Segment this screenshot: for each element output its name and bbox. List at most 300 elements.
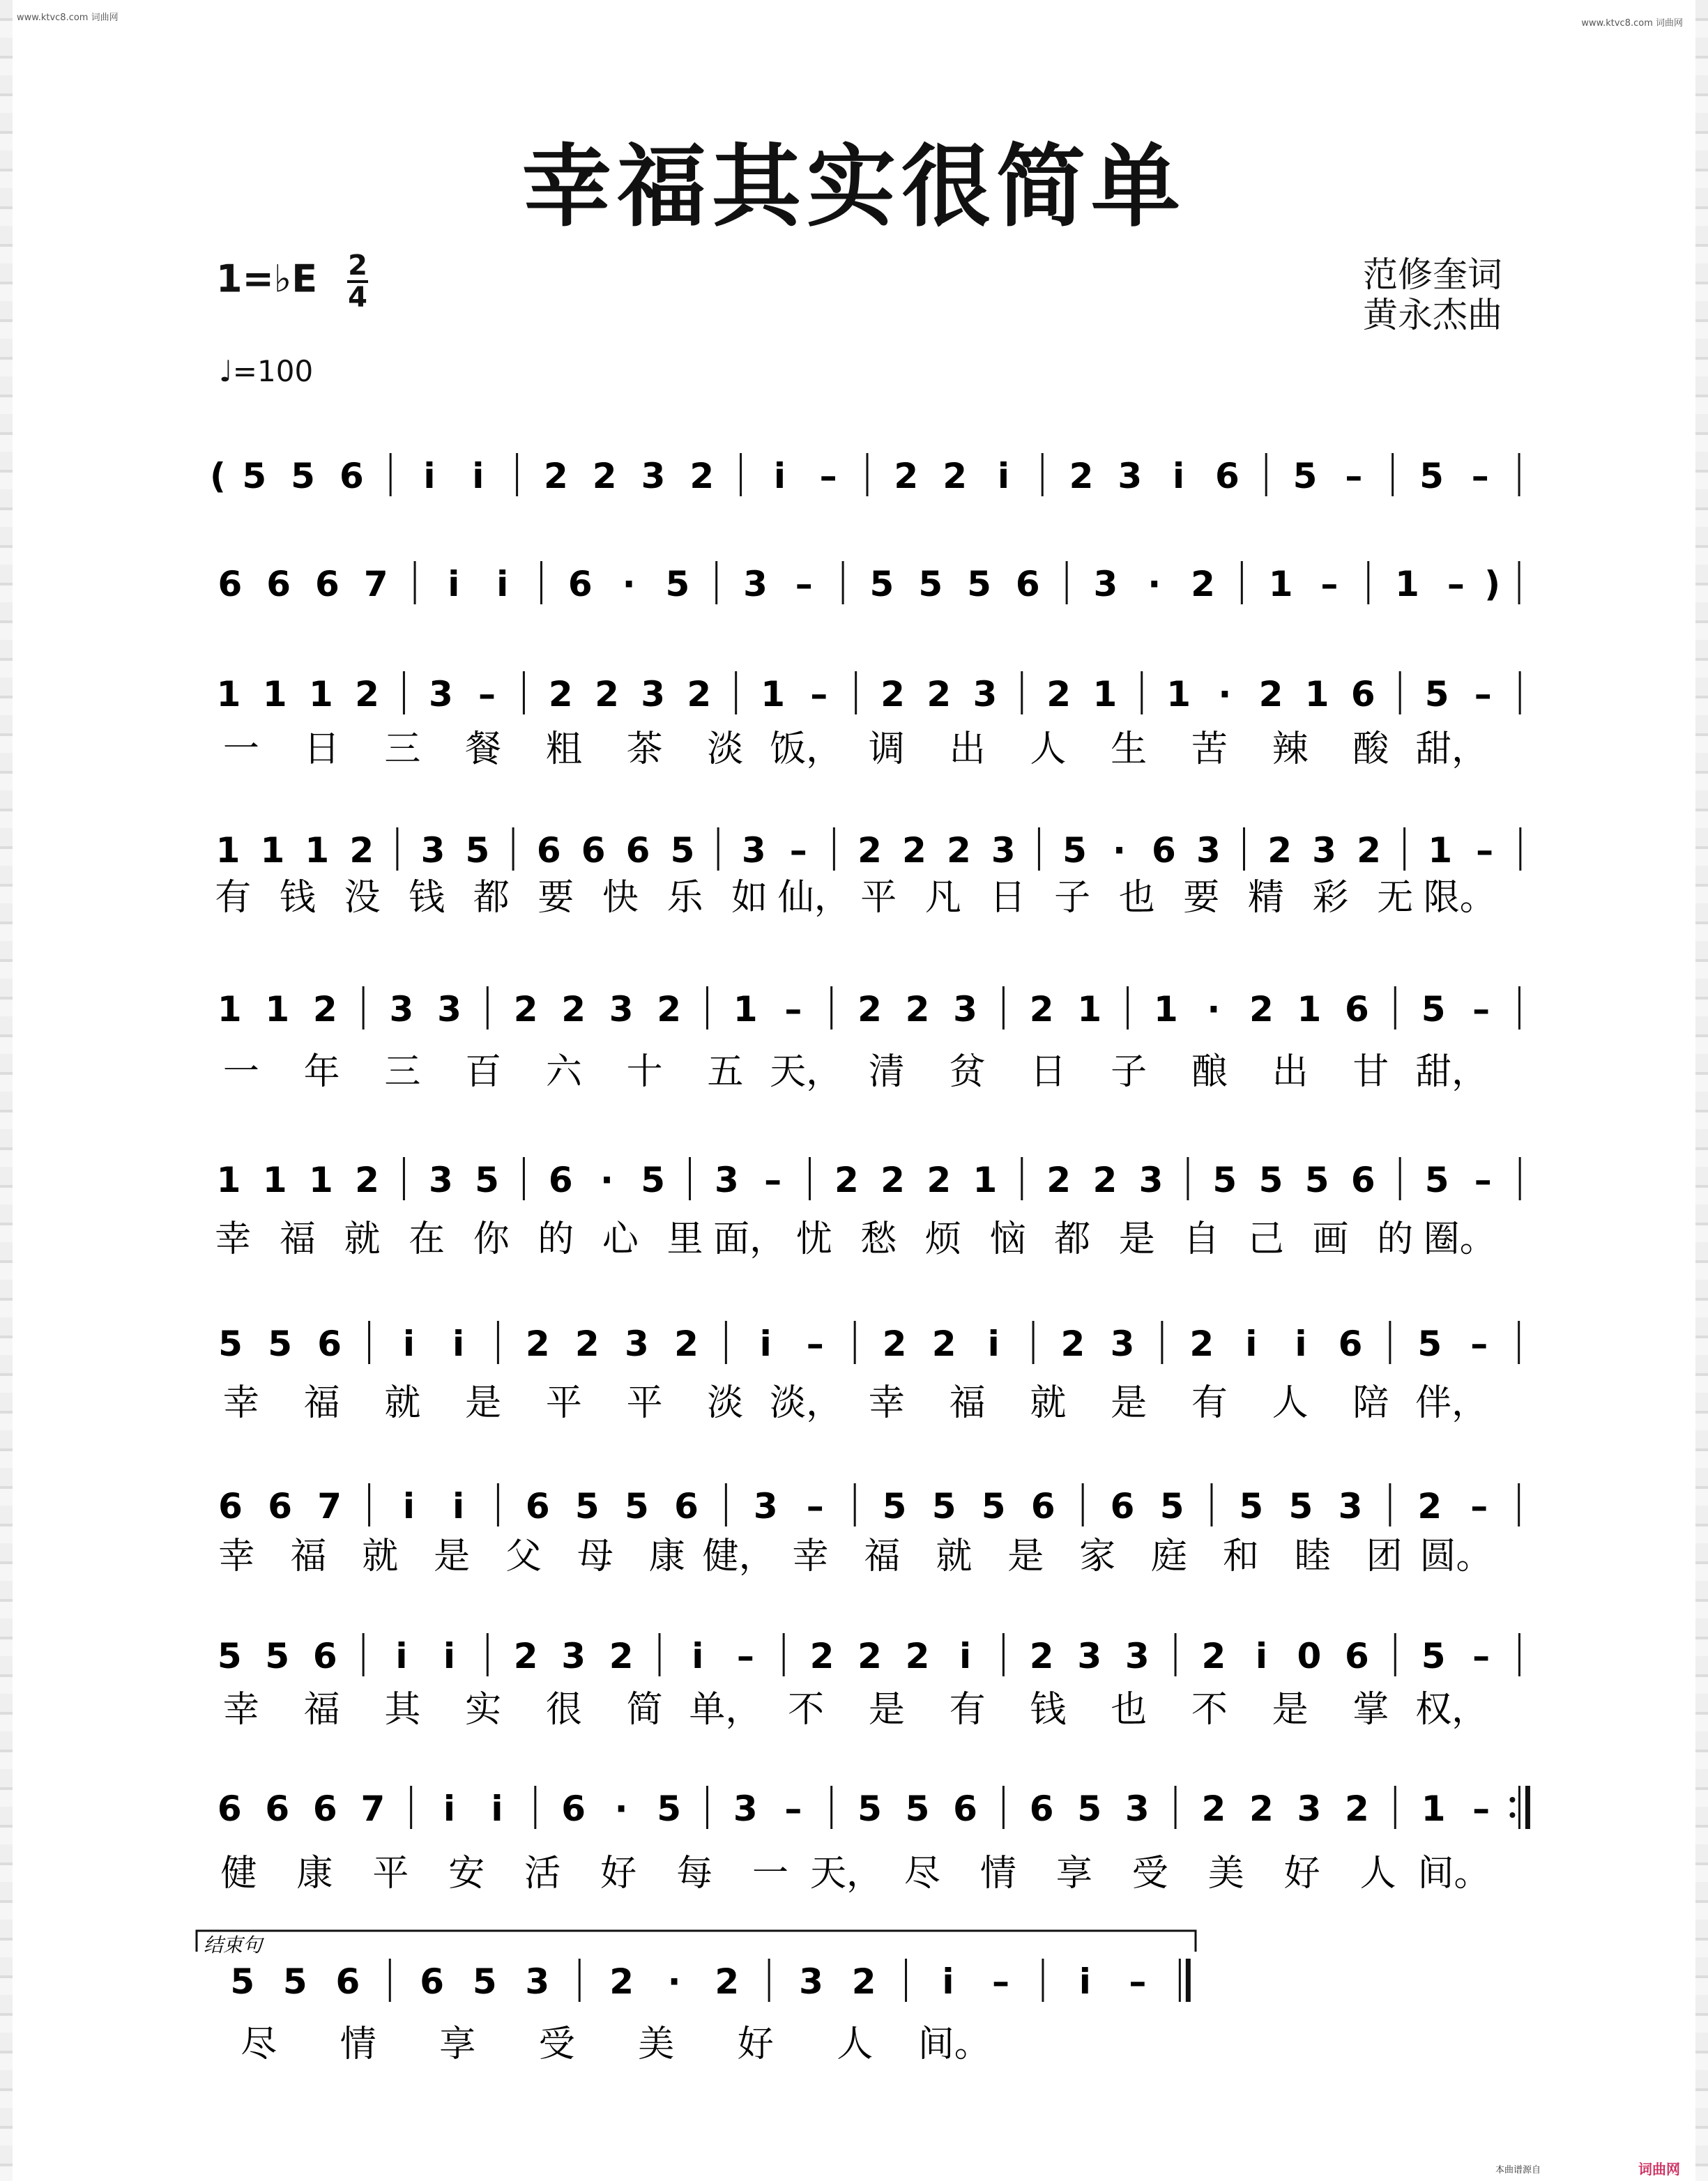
note: 1	[216, 1160, 241, 1200]
note: 6	[265, 1789, 290, 1829]
note: 6	[339, 456, 364, 496]
note: i	[443, 1636, 456, 1676]
note: 2	[312, 989, 337, 1030]
note: 2	[882, 1324, 907, 1364]
note: i	[959, 1636, 972, 1676]
note: 2	[943, 456, 968, 496]
note: 6	[1345, 1636, 1369, 1676]
lyric-char: 不	[1191, 1689, 1228, 1731]
lyric-char: 有	[215, 877, 252, 919]
lyric-char: 年	[303, 1051, 340, 1093]
lyric-char: 辣	[1272, 728, 1309, 770]
note: 6	[217, 1789, 242, 1829]
note: 5	[1212, 1160, 1237, 1200]
note: 1	[305, 830, 330, 871]
note: 3	[733, 1789, 758, 1829]
lyric-char: 如	[731, 877, 768, 919]
note: 3	[1118, 456, 1143, 496]
note: –	[784, 989, 802, 1030]
composer-credit: 黄永杰曲	[1363, 295, 1502, 335]
lyric-char: 调	[868, 728, 905, 770]
lyric-char: 人	[1359, 1853, 1396, 1895]
note: –	[789, 830, 807, 871]
note: 5	[1424, 674, 1449, 714]
note: 3	[799, 1961, 823, 2002]
note: 2	[905, 989, 930, 1030]
lyric-char: 苦	[1191, 728, 1228, 770]
lyric-char: 你	[473, 1218, 510, 1260]
lyric-char: 情	[340, 2023, 376, 2065]
note: 1	[262, 674, 287, 714]
note: 2	[880, 1160, 905, 1200]
lyric-char: 乐	[666, 877, 703, 919]
note: 6	[312, 1636, 337, 1676]
note: 2	[544, 456, 568, 496]
lyric-char: 是	[465, 1382, 502, 1424]
note: 2	[902, 830, 927, 871]
lyricist-credit: 范修奎词	[1363, 254, 1502, 295]
ending-label: 结束句	[204, 1934, 263, 1957]
lyric-char: 福	[303, 1689, 340, 1731]
note: i	[423, 456, 436, 496]
lyric-char: 都	[473, 877, 510, 919]
note: 6	[625, 830, 650, 871]
lyric-char: 限。	[1423, 877, 1496, 919]
watermark-bottom-right: 本曲谱源自	[1495, 2165, 1541, 2175]
note: 2	[809, 1636, 834, 1676]
lyric-char: 间。	[1417, 1853, 1490, 1895]
note: 2	[1060, 1324, 1085, 1364]
note: 3	[641, 456, 666, 496]
note: 5	[218, 1324, 243, 1364]
note: 2	[1029, 1636, 1054, 1676]
lyric-char: 尽	[241, 2023, 277, 2065]
note: 5	[1258, 1160, 1283, 1200]
note: 5	[1304, 1160, 1329, 1200]
lyric-char: 幸	[218, 1536, 255, 1577]
note: 3	[437, 989, 462, 1030]
note: 2	[834, 1160, 859, 1200]
note: i	[1255, 1636, 1267, 1676]
note: 2	[1249, 1789, 1274, 1829]
note: 5	[1077, 1789, 1102, 1829]
lyric-char: 和	[1222, 1536, 1259, 1577]
note: 3	[641, 674, 666, 714]
note: 3	[625, 1324, 649, 1364]
note: 2	[609, 1636, 634, 1676]
lyric-char: 要	[1183, 877, 1220, 919]
lyric-char: 母	[577, 1536, 613, 1577]
note: –	[1129, 1961, 1147, 2002]
note: 2	[1189, 1324, 1214, 1364]
lyric-char: 日	[1030, 1051, 1067, 1093]
note: –	[1474, 674, 1492, 714]
lyric-char: 一	[222, 728, 259, 770]
note: 0	[1297, 1636, 1322, 1676]
note: ·	[1112, 830, 1126, 871]
note: 3	[1138, 1160, 1164, 1200]
note: 2	[905, 1636, 930, 1676]
note: –	[819, 456, 837, 496]
note: –	[736, 1636, 754, 1676]
note: i	[1173, 456, 1185, 496]
note: 5	[981, 1486, 1006, 1526]
lyric-char: 简	[626, 1689, 663, 1731]
lyric-char: 里	[666, 1218, 703, 1260]
lyric-char: 生	[1111, 728, 1147, 770]
note: 5	[217, 1636, 242, 1676]
lyric-char: 无	[1377, 877, 1414, 919]
note: 2	[1357, 830, 1381, 871]
lyric-char: 不	[788, 1689, 825, 1731]
note: i	[402, 1486, 415, 1526]
note: –	[810, 674, 828, 714]
repeat-dot	[1509, 1812, 1515, 1818]
note: 2	[927, 674, 952, 714]
note: 6	[1030, 1486, 1055, 1526]
lyric-char: 快	[602, 877, 639, 919]
lyric-char: 十	[626, 1051, 663, 1093]
note: 6	[525, 1486, 550, 1526]
lyric-char: 幸	[868, 1382, 905, 1424]
lyric-char: 情	[979, 1853, 1016, 1895]
lyric-char: 康	[296, 1853, 333, 1895]
lyric-char: 好	[737, 2023, 774, 2065]
note: 3	[420, 830, 445, 871]
note: –	[784, 1789, 802, 1829]
note: 3	[389, 989, 414, 1030]
note: 5	[1417, 1324, 1442, 1364]
lyric-char: 很	[545, 1689, 582, 1731]
note: 6	[1338, 1324, 1363, 1364]
lyric-char: 好	[600, 1853, 637, 1895]
note: 3	[428, 674, 453, 714]
lyric-char: 子	[1054, 877, 1091, 919]
note: 2	[851, 1961, 876, 2002]
lyric-char: 甘	[1352, 1051, 1389, 1093]
lyric-char: 幸	[222, 1382, 259, 1424]
note: 1	[216, 674, 241, 714]
note: –	[764, 1160, 782, 1200]
note: 6	[1345, 989, 1369, 1030]
lyric-char: 平	[372, 1853, 409, 1895]
note: 3	[953, 989, 977, 1030]
note: 1	[1428, 830, 1453, 871]
meter-bottom: 4	[348, 282, 367, 314]
note: 6	[1110, 1486, 1135, 1526]
note: 1	[260, 830, 285, 871]
lyric-char: 伴，	[1415, 1382, 1488, 1424]
lyric-char: 每	[676, 1853, 713, 1895]
lyric-char: 淡	[707, 1382, 744, 1424]
repeat-dot	[1509, 1797, 1515, 1803]
note: (	[210, 456, 226, 496]
lyric-char: 福	[290, 1536, 327, 1577]
lyric-char: 出	[1272, 1051, 1309, 1093]
note: –	[1476, 830, 1494, 871]
note: 2	[857, 830, 882, 871]
lyric-char: 安	[448, 1853, 485, 1895]
note: 2	[715, 1961, 740, 2002]
lyric-char: 是	[1007, 1536, 1044, 1577]
note: i	[402, 1324, 415, 1364]
note: –	[1471, 456, 1489, 496]
note: 5	[574, 1486, 600, 1526]
note: 3	[1110, 1324, 1135, 1364]
lyric-char: 彩	[1312, 877, 1349, 919]
note: i	[452, 1324, 465, 1364]
lyric-char: 自	[1183, 1218, 1220, 1260]
note: i	[773, 456, 786, 496]
lyric-char: 忧	[795, 1218, 832, 1260]
lyric-char: 福	[279, 1218, 316, 1260]
note: 2	[1201, 1636, 1226, 1676]
lyric-char: 就	[384, 1382, 421, 1424]
note: 3	[1196, 830, 1221, 871]
note: i	[491, 1789, 503, 1829]
note: 6	[312, 1789, 337, 1829]
note: 5	[665, 564, 690, 604]
lyric-char: 美	[638, 2023, 675, 2065]
note: 6	[581, 830, 606, 871]
lyric-char: 贫	[949, 1051, 986, 1093]
lyric-char: 平	[860, 877, 897, 919]
note: i	[987, 1324, 1000, 1364]
note: 3	[1297, 1789, 1322, 1829]
watermark-top-left: www.ktvc8.com 词曲网	[17, 13, 119, 23]
note: 3	[1124, 1636, 1150, 1676]
note: 2	[857, 989, 882, 1030]
note: 5	[242, 456, 267, 496]
note: 5	[905, 1789, 930, 1829]
note: 5	[1419, 456, 1444, 496]
lyric-char: 钱	[1030, 1689, 1067, 1731]
note: 5	[918, 564, 943, 604]
note: 2	[931, 1324, 956, 1364]
note: 5	[1421, 989, 1446, 1030]
tempo-marking: ♩=100	[219, 354, 314, 388]
note: 3	[715, 1160, 739, 1200]
note: 1	[1297, 989, 1322, 1030]
note: ·	[1147, 564, 1161, 604]
note: i	[1245, 1324, 1258, 1364]
note: 5	[882, 1486, 907, 1526]
note: 6	[218, 564, 243, 604]
lyric-char: 睦	[1294, 1536, 1331, 1577]
note: 6	[335, 1961, 360, 2002]
lyric-char: 钱	[409, 877, 445, 919]
note: 5	[230, 1961, 255, 2002]
lyric-char: 面，	[713, 1218, 786, 1260]
note: –	[806, 1486, 824, 1526]
note: 2	[1267, 830, 1293, 871]
key-label: 1=♭E	[216, 257, 318, 301]
lyric-char: 活	[524, 1853, 561, 1895]
note: 2	[880, 674, 905, 714]
note: 3	[1124, 1789, 1150, 1829]
note: 2	[1191, 564, 1215, 604]
note: 5	[472, 1961, 497, 2002]
note: 1	[1153, 989, 1178, 1030]
note: 5	[869, 564, 894, 604]
note: 1	[1268, 564, 1293, 604]
note: 3	[741, 830, 766, 871]
note: i	[448, 564, 460, 604]
lyric-char: 天，	[770, 1051, 843, 1093]
note: –	[478, 674, 496, 714]
note: i	[1078, 1961, 1091, 2002]
lyric-char: 好	[1283, 1853, 1320, 1895]
lyric-char: 甜，	[1415, 728, 1488, 770]
note: 5	[265, 1636, 290, 1676]
lyric-char: 一	[752, 1853, 789, 1895]
lyric-char: 间。	[917, 2023, 991, 2065]
note: 2	[349, 830, 374, 871]
lyric-char: 的	[537, 1218, 574, 1260]
note: 6	[1029, 1789, 1054, 1829]
lyric-char: 恼	[989, 1218, 1026, 1260]
lyric-char: 陪	[1352, 1382, 1389, 1424]
note: 5	[657, 1789, 682, 1829]
lyric-char: 福	[303, 1382, 340, 1424]
lyric-char: 美	[1207, 1853, 1244, 1895]
note: 6	[268, 1486, 293, 1526]
lyric-char: 餐	[465, 728, 502, 770]
note: 3	[561, 1636, 586, 1676]
note: 3	[1338, 1486, 1363, 1526]
note: 2	[1258, 674, 1283, 714]
ending-bracket	[197, 1931, 1196, 1952]
note: i	[1295, 1324, 1307, 1364]
note: 5	[1239, 1486, 1264, 1526]
note: 5	[291, 456, 315, 496]
note: 6	[1350, 674, 1375, 714]
note: 3	[525, 1961, 550, 2002]
lyric-char: 庭	[1150, 1536, 1188, 1577]
note: 6	[1214, 456, 1240, 496]
lyric-char: 要	[537, 877, 574, 919]
lyric-char: 淡，	[770, 1382, 843, 1424]
brand-logo-bottom: 词曲网	[1638, 2161, 1680, 2178]
lyric-char: 是	[868, 1689, 905, 1731]
note: 6	[315, 564, 340, 604]
note: –	[992, 1961, 1010, 2002]
note: 2	[689, 456, 715, 496]
note: 6	[218, 1486, 243, 1526]
lyric-char: 权，	[1415, 1689, 1488, 1731]
lyric-char: 一	[222, 1051, 259, 1093]
note: ·	[667, 1961, 681, 2002]
watermark-top-right: www.ktvc8.com 词曲网	[1581, 18, 1683, 29]
lyric-char: 就	[1030, 1382, 1067, 1424]
note: 2	[1029, 989, 1054, 1030]
lyric-char: 团	[1366, 1536, 1403, 1577]
lyric-char: 画	[1312, 1218, 1349, 1260]
note: –	[1472, 989, 1490, 1030]
lyric-char: 幸	[215, 1218, 252, 1260]
note: 6	[953, 1789, 977, 1829]
lyric-char: 幸	[222, 1689, 259, 1731]
note: 6	[1350, 1160, 1375, 1200]
lyric-char: 享	[439, 2023, 476, 2065]
note: 1	[1421, 1789, 1446, 1829]
lyric-char: 清	[868, 1051, 905, 1093]
note: i	[452, 1486, 465, 1526]
note: 1	[1395, 564, 1419, 604]
lyric-char: 福	[949, 1382, 986, 1424]
note: 5	[1159, 1486, 1184, 1526]
note: 5	[857, 1789, 882, 1829]
note: –	[1447, 564, 1465, 604]
lyric-char: 己	[1247, 1218, 1284, 1260]
lyric-char: 凡	[924, 877, 961, 919]
lyric-char: 心	[602, 1218, 639, 1260]
lyric-char: 康	[648, 1536, 685, 1577]
lyric-char: 是	[1118, 1218, 1155, 1260]
note: 5	[670, 830, 695, 871]
note: 2	[1417, 1486, 1442, 1526]
lyric-char: 也	[1118, 877, 1155, 919]
note: 5	[625, 1486, 649, 1526]
lyric-char: 愁	[860, 1218, 897, 1260]
note: 1	[1304, 674, 1329, 714]
lyric-char: 精	[1247, 877, 1284, 919]
note: –	[1345, 456, 1363, 496]
note: –	[1470, 1486, 1488, 1526]
note: 2	[894, 456, 919, 496]
note: 1	[308, 1160, 333, 1200]
lyric-char: 烦	[924, 1218, 961, 1260]
lyric-char: 三	[384, 1051, 421, 1093]
note: 2	[592, 456, 617, 496]
note: 3	[973, 674, 998, 714]
meter-top: 2	[348, 250, 367, 282]
lyric-char: 就	[362, 1536, 399, 1577]
note: –	[1472, 1789, 1490, 1829]
note: 6	[420, 1961, 445, 2002]
lyric-char: 单，	[689, 1689, 762, 1731]
note: 6	[266, 564, 291, 604]
note: 3	[428, 1160, 453, 1200]
note: 6	[561, 1789, 586, 1829]
lyric-char: 子	[1111, 1051, 1147, 1093]
lyric-char: 平	[626, 1382, 663, 1424]
note: 5	[967, 564, 991, 604]
note: 7	[317, 1486, 342, 1526]
lyric-char: 粗	[545, 728, 582, 770]
lyric-char: 酿	[1191, 1051, 1228, 1093]
note: 1	[265, 989, 290, 1030]
note: 2	[513, 989, 538, 1030]
note: 6	[1152, 830, 1176, 871]
note: –	[795, 564, 813, 604]
lyric-char: 百	[465, 1051, 502, 1093]
song-title: 幸福其实很简单	[521, 135, 1186, 239]
lyric-char: 尽	[903, 1853, 940, 1895]
note: 1	[973, 1160, 998, 1200]
note: 5	[465, 830, 490, 871]
note: 6	[674, 1486, 699, 1526]
note: 2	[946, 830, 971, 871]
lyric-char: 人	[837, 2023, 874, 2065]
note: ·	[1218, 674, 1232, 714]
lyric-char: 饭，	[770, 728, 843, 770]
note: 3	[1093, 564, 1118, 604]
lyric-char: 甜，	[1415, 1051, 1488, 1093]
note: 2	[574, 1324, 600, 1364]
note: i	[395, 1636, 408, 1676]
note: 7	[363, 564, 388, 604]
